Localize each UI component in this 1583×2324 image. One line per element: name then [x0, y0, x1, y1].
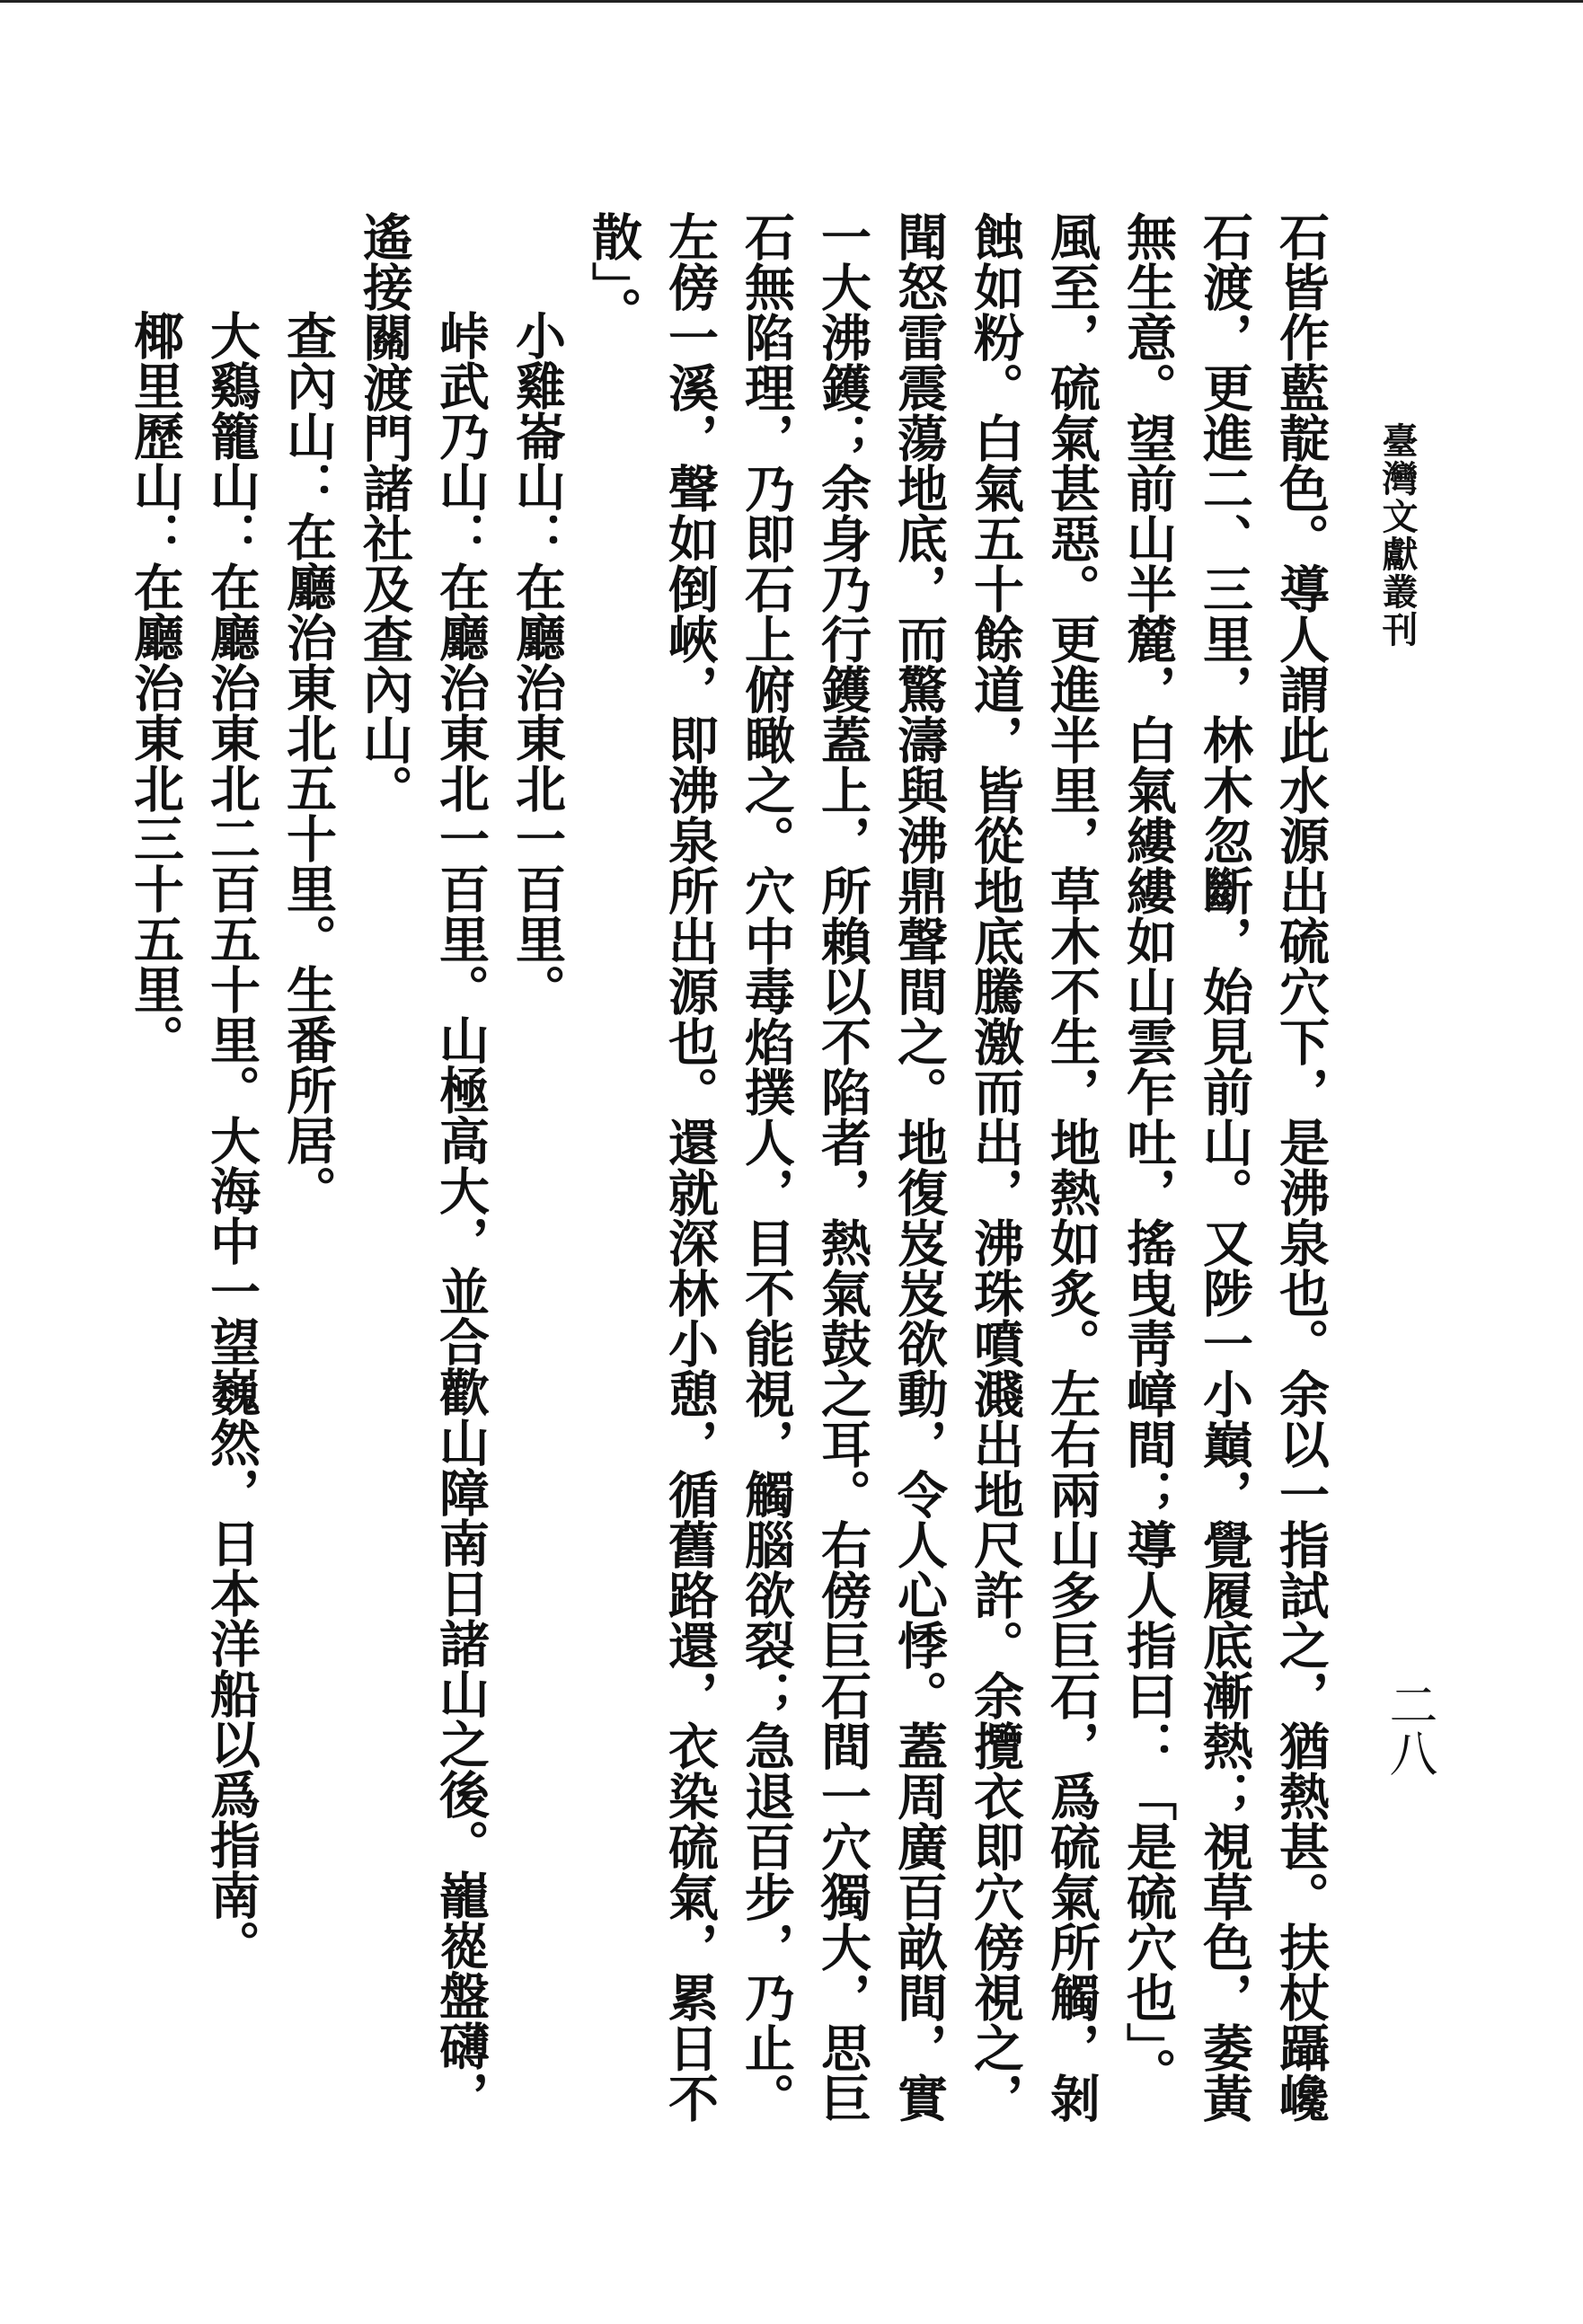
text-column-6: 聞怒雷震蕩地底，而驚濤與沸鼎聲間之。地復岌岌欲動，令人心悸。蓋周廣百畝間，實 — [889, 211, 949, 2123]
text-column-8: 石無陷理，乃即石上俯瞰之。穴中毒焰撲人，目不能視，觸腦欲裂；急退百步，乃止。 — [737, 211, 796, 2123]
text-column-1: 石皆作藍靛色。導人謂此水源出硫穴下，是沸泉也。余以一指試之，猶熱甚。扶杖躡巉 — [1271, 211, 1331, 2123]
entry-wuna-shan: 峠武乃山：在廳治東北一百里。山極高大，並合歡山障南日諸山之後。巃嵸盤礴， — [431, 310, 491, 2121]
text-column-2: 石渡，更進二、三里，林木忽斷，始見前山。又陟一小巔，覺履底漸熱；視草色，萎黃 — [1195, 211, 1254, 2123]
text-column-4: 風至，硫氣甚惡。更進半里，草木不生，地熱如炙。左右兩山多巨石，爲硫氣所觸，剝 — [1042, 211, 1101, 2123]
text-column-5: 蝕如粉。白氣五十餘道，皆從地底騰激而出，沸珠噴濺出地尺許。余攬衣即穴傍視之， — [966, 211, 1025, 2123]
entry-chanei-shan: 查內山：在廳治東北五十里。生番所居。 — [279, 310, 338, 1215]
text-column-10: 散」。 — [584, 211, 643, 337]
entry-wuna-shan-continued: 遙接關渡門諸社及查內山。 — [355, 211, 414, 815]
entry-dajilong-shan: 大鷄籠山：在廳治東北二百五十里。大海中一望巍然，日本洋船以爲指南。 — [202, 310, 261, 1970]
page-number: 二八 — [1382, 1680, 1438, 1777]
entry-yelili-shan: 椰里歷山：在廳治東北三十五里。 — [126, 310, 185, 1065]
entry-xiaojilun-shan: 小雞崙山：在廳治東北一百里。 — [508, 310, 567, 1014]
running-header-title: 臺灣文獻叢刊 — [1376, 422, 1419, 649]
top-border-line — [0, 0, 1583, 3]
text-column-3: 無生意。望前山半麓，白氣縷縷如山雲乍吐，搖曳靑嶂間；導人指曰：「是硫穴也」。 — [1119, 211, 1178, 2098]
text-column-9: 左傍一溪，聲如倒峽，即沸泉所出源也。還就深林小憩，循舊路還，衣染硫氣，累日不 — [660, 211, 720, 2123]
text-column-7: 一大沸鑊；余身乃行鑊蓋上，所賴以不陷者，熱氣鼓之耳。右傍巨石間一穴獨大，思巨 — [813, 211, 872, 2123]
